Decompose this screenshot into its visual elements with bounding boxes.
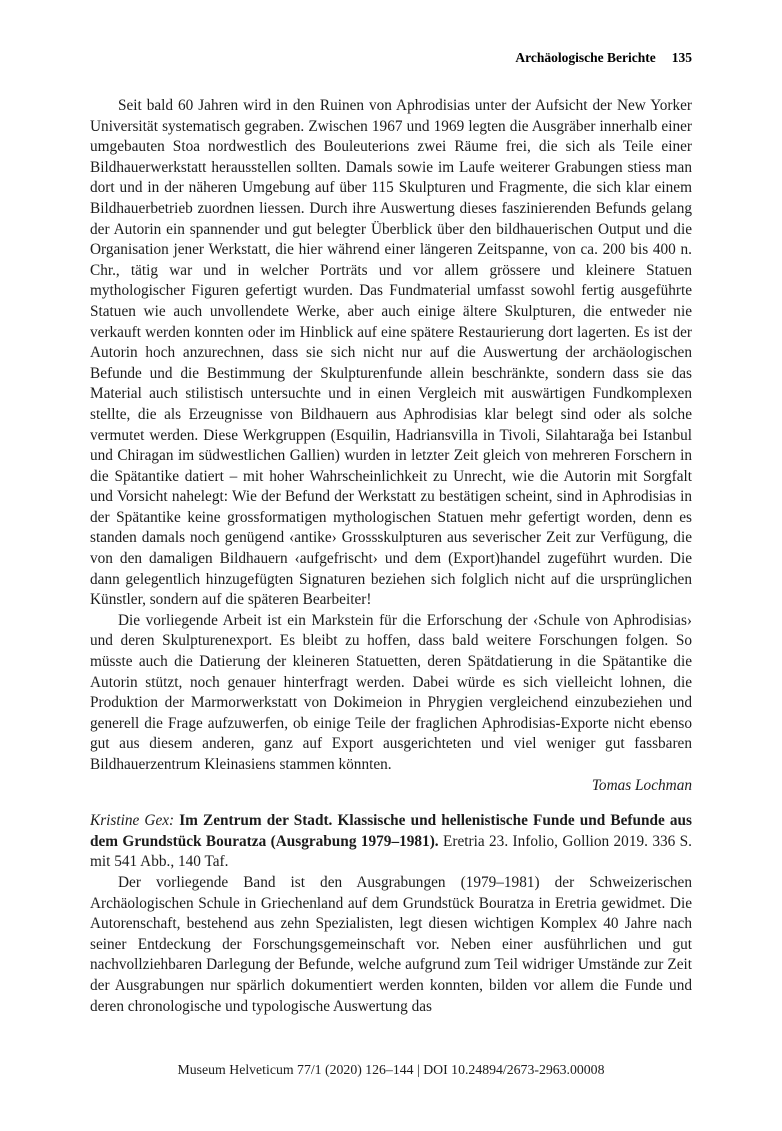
text-column — [90, 96, 692, 1052]
page-number: 135 — [671, 50, 692, 65]
review1-paragraph-1: Seit bald 60 Jahren wird in den Ruinen von Aphrodisias unter der Aufsicht der New Yorker Universität systematisch gegraben. Zwischen 1967 und 1969 legten die Ausgräber innerhalb einer umgebauten Stoa nordwestlich des Bouleuterions zwei Räume frei, die sich als Teile einer Bildhauerwerkstatt herausstellen sollten. Damals sowie im Laufe weiterer Grabungen stiess man dort und in der näheren Umgebung auf über 115 Skulpturen und Fragmente, die sich klar einem Bildhauerbetrieb zuordnen liessen. Durch ihre Auswertung dieses faszinierenden Befunds gelang der Autorin ein spannender und gut belegter Überblick über den bildhauerischen Output und die Organisation jener Werkstatt, die hier während einer längeren Zeitspanne, von ca. 200 bis 400 n. Chr., tätig war und in welcher Porträts und vor allem grössere und kleinere Statuen mythologischer Figuren gefertigt wurden. Das Fundmaterial umfasst sowohl fertig ausgeführte Statuen wie auch unvollendete Werke, aber auch einige ältere Skulpturen, die entweder nie verkauft werden konnten oder im Hinblick auf eine spätere Restaurierung dort lagerten. Es ist der Autorin hoch anzurechnen, dass sie sich nicht nur auf die Auswertung der archäologischen Befunde und die Bestimmung der Skulpturenfunde allein beschränkte, sondern dass sie das Material auch stilistisch untersuchte und in einen Vergleich mit auswärtigen Fundkomplexen stellte, die als Erzeugnisse von Bildhauern aus Aphrodisias klar belegt sind oder als solche vermutet werden. Diese Werkgruppen (Esquilin, Hadriansvilla in Tivoli, Silahtarağa bei Istanbul und Chiragan im südwestlichen Gallien) wurden in letzter Zeit gleich von mehreren Forschern in die Spätantike datiert – mit hoher Wahrscheinlichkeit zu Unrecht, wie die Autorin mit Sorgfalt und Vorsicht nahelegt: Wie der Befund der Werkstatt zu bestätigen scheint, sind in Aphrodisias in der Spätantike keine grossformatigen mythologischen Statuen mehr gefertigt worden, denn es standen damals noch genügend ‹antike› Grossskulpturen aus severischer Zeit zur Verfügung, die von den damaligen Bildhauern ‹aufgefrischt› und dem (Export)handel zugeführt wurden. Die dann gelegentlich hinzugefügten Signaturen beziehen sich folglich nicht auf die ursprünglichen Künstler, sondern auf die späteren Bearbeiter! — [90, 97, 692, 609]
review2-book-title: Im Zentrum der Stadt. Klassische und hellenistische Funde und Befunde aus dem Grundstück Bouratza (Ausgrabung 1979–1981). — [90, 812, 692, 850]
review2-author-name: Kristine Gex: — [90, 812, 180, 830]
review2-citation — [90, 811, 692, 873]
running-header — [515, 50, 692, 66]
running-head-title: Archäologische Berichte — [515, 50, 656, 65]
review2-publication-info: Eretria 23. Infolio, Gollion 2019. 336 S. mit 541 Abb., 140 Taf. — [90, 832, 692, 871]
review1-paragraph-2: Die vorliegende Arbeit ist ein Markstein für die Erforschung der ‹Schule von Aphrodisias› und deren Skulpturenexport. Es bleibt zu hoffen, dass bald weitere Forschungen folgen. So müsste auch die Datierung der kleineren Statuetten, deren Spätdatierung in die Spätantike die Autorin stützt, noch genauer hinterfragt werden. Dabei würde es sich vielleicht lohnen, die Produktion der Marmorwerkstatt von Dokimeion in Phrygien vergleichend einzubeziehen und generell die Frage aufzuwerfen, ob einige Teile der fraglichen Aphrodisias-Exporte nicht ebenso gut aus diesem anderen, ganz auf Export ausgerichteten und viel weniger gut fassbaren Bildhauerzentrum Kleinasiens stammen könnten. — [90, 611, 692, 773]
review1-reviewer-name: Tomas Lochman — [591, 776, 692, 794]
journal-footer: Museum Helveticum 77/1 (2020) 126–144 | DOI 10.24894/2673-2963.00008 — [177, 1062, 605, 1077]
review2-paragraph-1: Der vorliegende Band ist den Ausgrabungen (1979–1981) der Schweizerischen Archäologischen Schule in Griechenland auf dem Grundstück Bouratza in Eretria gewidmet. Die Autorenschaft, bestehend aus zehn Spezialisten, legt diesen wichtigen Komplex 40 Jahre nach seiner Entdeckung der Forschungsgemeinschaft vor. Neben einer ausführlichen und gut nachvollziehbaren Darlegung der Befunde, welche aufgrund zum Teil widriger Umstände zur Zeit der Ausgrabungen nur spärlich dokumentiert werden konnten, bilden vor allem die Funde und deren chronologische und typologische Auswertung das — [90, 873, 692, 1015]
